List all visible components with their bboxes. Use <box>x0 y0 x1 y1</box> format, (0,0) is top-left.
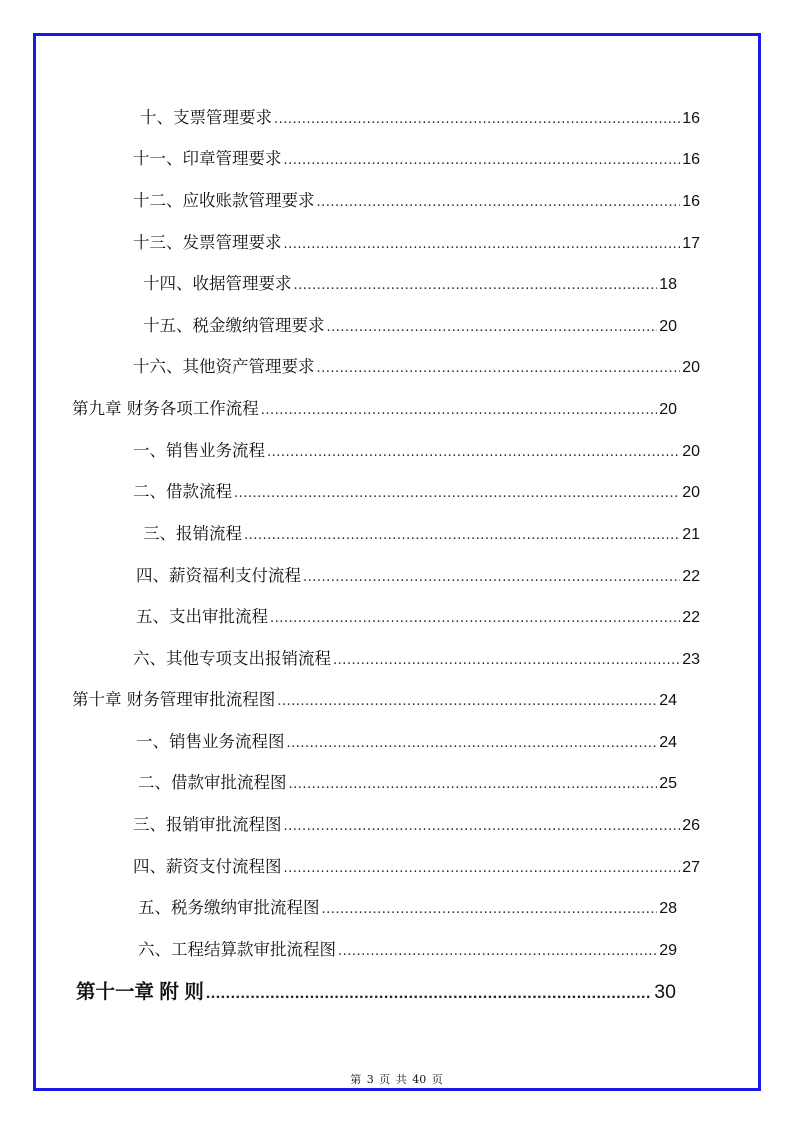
leader-dots <box>338 942 657 962</box>
toc-entry[interactable] <box>133 441 700 463</box>
toc-entry-page: 30 <box>654 981 676 1003</box>
leader-dots <box>317 359 681 379</box>
toc-entry-label: 四、薪资福利支付流程 <box>136 566 301 585</box>
toc-entry[interactable] <box>133 191 700 213</box>
toc-entry-label: 六、其他专项支出报销流程 <box>133 649 331 668</box>
leader-dots <box>274 110 680 130</box>
toc-entry[interactable] <box>138 773 677 795</box>
toc-entry-label: 十六、其他资产管理要求 <box>133 357 315 376</box>
toc-entry-page: 28 <box>659 900 677 917</box>
toc-entry-label: 五、支出审批流程 <box>136 607 268 626</box>
toc-entry[interactable] <box>133 233 700 255</box>
toc-entry-page: 20 <box>659 318 677 335</box>
toc-entry-page: 16 <box>682 151 700 168</box>
footer-prefix: 第 <box>350 1073 362 1086</box>
toc-entry-page: 20 <box>659 401 677 418</box>
toc-entry-page: 20 <box>682 359 700 376</box>
toc-entry-page: 20 <box>682 484 700 501</box>
leader-dots <box>284 235 681 255</box>
toc-entry-label: 第十一章 附 则 <box>76 981 204 1003</box>
toc-entry-label: 二、借款审批流程图 <box>138 773 287 792</box>
footer-current-page: 3 <box>366 1073 374 1086</box>
toc-entry-label: 十四、收据管理要求 <box>143 274 292 293</box>
toc-entry-label: 第九章 财务各项工作流程 <box>72 399 259 418</box>
toc-entry[interactable] <box>133 149 700 171</box>
toc-entry-chapter[interactable] <box>72 690 677 712</box>
leader-dots <box>267 443 680 463</box>
toc-entry-label: 三、报销流程 <box>143 524 242 543</box>
footer-page-word: 页 <box>379 1073 391 1086</box>
leader-dots <box>333 651 680 671</box>
toc-entry-page: 21 <box>682 526 700 543</box>
toc-entry-page: 18 <box>659 276 677 293</box>
toc-entry-chapter[interactable] <box>76 980 676 1006</box>
toc-entry-label: 六、工程结算款审批流程图 <box>138 940 336 959</box>
toc-entry[interactable] <box>138 940 677 962</box>
toc-entry-page: 23 <box>682 651 700 668</box>
leader-dots <box>327 318 658 338</box>
leader-dots <box>284 859 681 879</box>
page-footer <box>0 1071 793 1087</box>
toc-entry-label: 一、销售业务流程 <box>133 441 265 460</box>
toc-entry-page: 24 <box>659 734 677 751</box>
leader-dots <box>284 817 681 837</box>
toc-entry[interactable] <box>136 732 677 754</box>
leader-dots <box>322 900 658 920</box>
toc-entry[interactable] <box>133 649 700 671</box>
toc-entry-page: 26 <box>682 817 700 834</box>
toc-entry[interactable] <box>133 482 700 504</box>
toc-entry[interactable] <box>133 857 700 879</box>
leader-dots <box>234 484 680 504</box>
toc-entry-label: 十三、发票管理要求 <box>133 233 282 252</box>
toc-entry-page: 27 <box>682 859 700 876</box>
toc-entry[interactable] <box>138 898 677 920</box>
toc-entry[interactable] <box>143 524 700 546</box>
toc-entry-page: 24 <box>659 692 677 709</box>
leader-dots <box>303 568 680 588</box>
leader-dots <box>244 526 680 546</box>
toc-entry-label: 一、销售业务流程图 <box>136 732 285 751</box>
leader-dots <box>270 609 680 629</box>
leader-dots <box>289 775 658 795</box>
toc-entry-label: 十一、印章管理要求 <box>133 149 282 168</box>
leader-dots <box>294 276 658 296</box>
toc-entry-label: 十五、税金缴纳管理要求 <box>143 316 325 335</box>
toc-entry-page: 22 <box>682 568 700 585</box>
toc-entry-page: 25 <box>659 775 677 792</box>
toc-entry-label: 五、税务缴纳审批流程图 <box>138 898 320 917</box>
toc-entry[interactable] <box>140 108 700 130</box>
leader-dots <box>206 982 652 1006</box>
toc-entry-page: 16 <box>682 110 700 127</box>
toc-entry-page: 20 <box>682 443 700 460</box>
leader-dots <box>284 151 681 171</box>
footer-suffix: 页 <box>431 1073 443 1086</box>
toc-entry[interactable] <box>143 316 677 338</box>
toc-entry-page: 17 <box>682 235 700 252</box>
toc-entry[interactable] <box>136 566 700 588</box>
toc-entry[interactable] <box>136 607 700 629</box>
toc-entry-chapter[interactable] <box>72 399 677 421</box>
toc-entry-page: 29 <box>659 942 677 959</box>
leader-dots <box>277 692 657 712</box>
leader-dots <box>261 401 657 421</box>
toc-entry-page: 22 <box>682 609 700 626</box>
toc-entry-label: 十二、应收账款管理要求 <box>133 191 315 210</box>
leader-dots <box>317 193 681 213</box>
toc-entry[interactable] <box>143 274 677 296</box>
footer-total-word: 共 <box>395 1073 407 1086</box>
toc-entry-label: 三、报销审批流程图 <box>133 815 282 834</box>
toc-entry-label: 四、薪资支付流程图 <box>133 857 282 876</box>
footer-total-pages: 40 <box>412 1073 427 1086</box>
toc-entry-page: 16 <box>682 193 700 210</box>
toc-entry[interactable] <box>133 357 700 379</box>
leader-dots <box>287 734 658 754</box>
toc-entry-label: 十、支票管理要求 <box>140 108 272 127</box>
toc-entry[interactable] <box>133 815 700 837</box>
toc-entry-label: 第十章 财务管理审批流程图 <box>72 690 276 709</box>
toc-entry-label: 二、借款流程 <box>133 482 232 501</box>
